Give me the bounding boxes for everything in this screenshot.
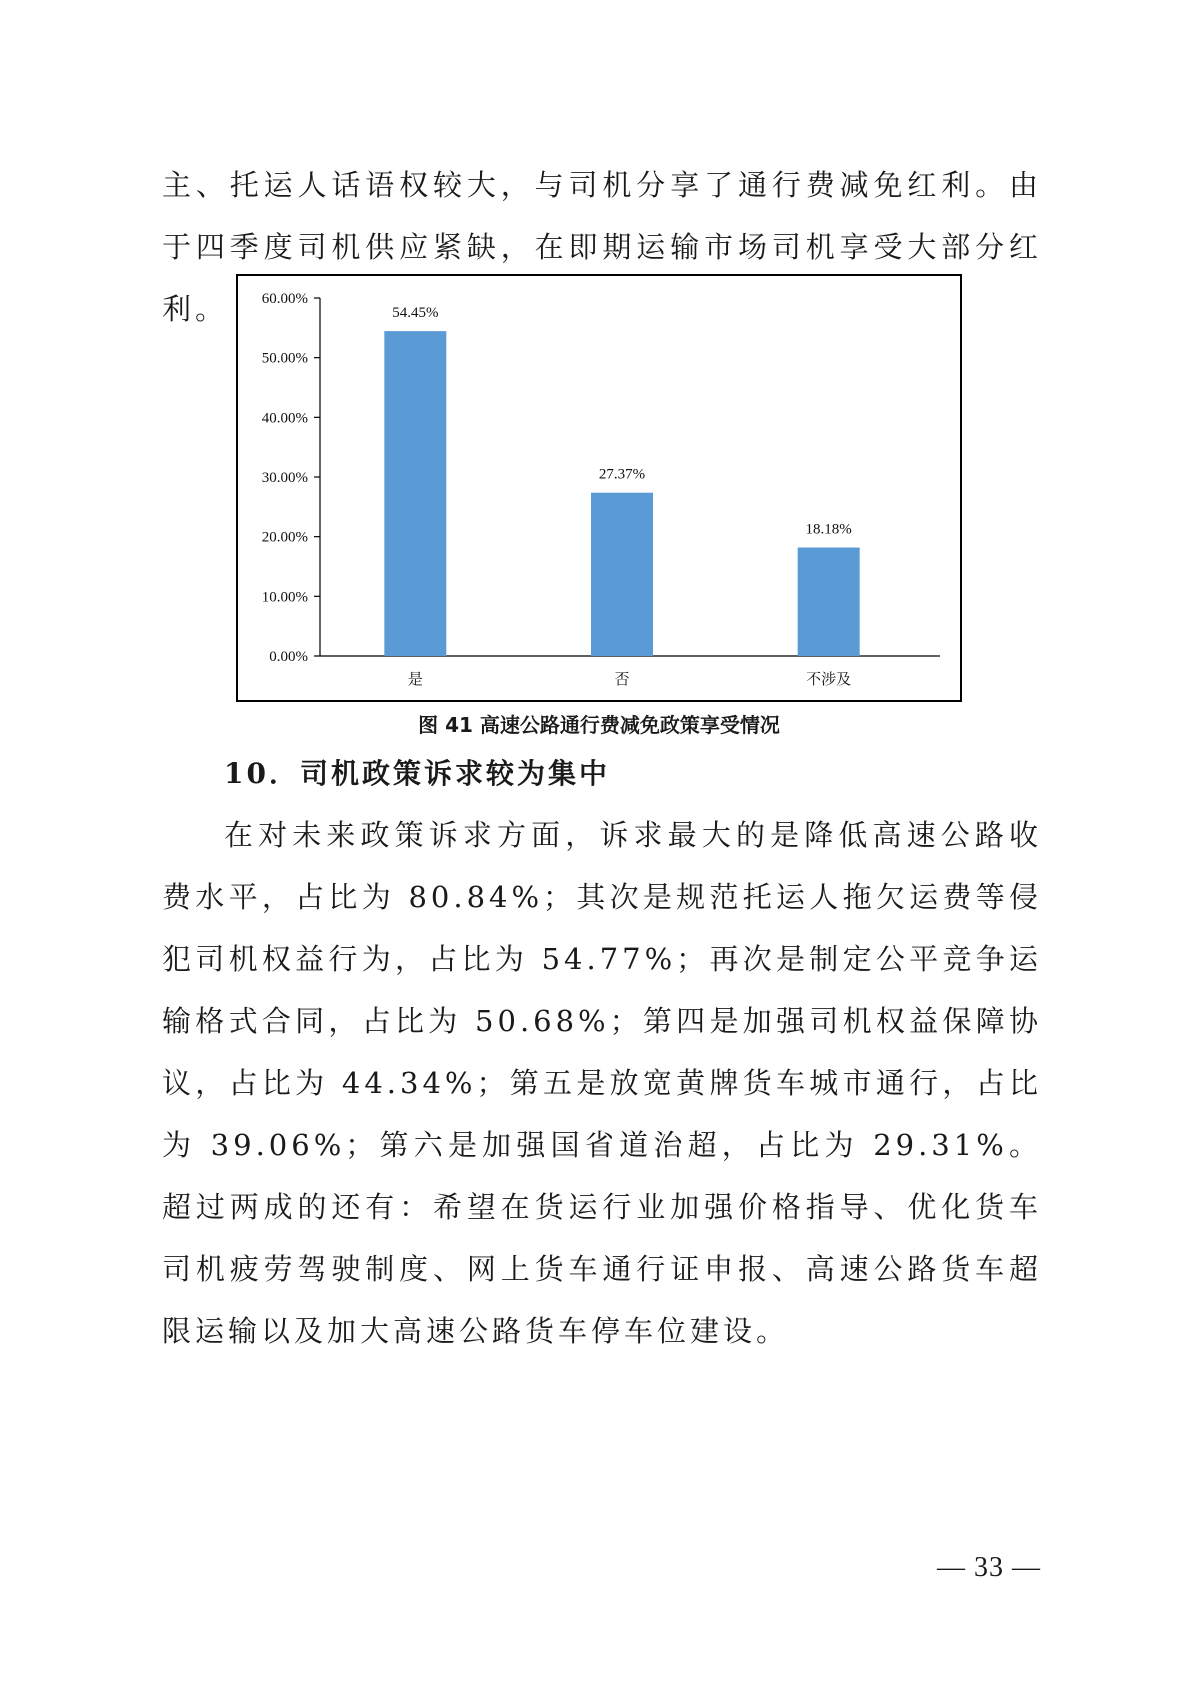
- bar-value-label: 27.37%: [598, 466, 646, 483]
- bar-chart-svg: [238, 276, 960, 700]
- bar: [591, 493, 653, 656]
- bar-value-label: 54.45%: [392, 305, 439, 322]
- y-tick-label: 30.00%: [261, 470, 308, 486]
- y-tick-label: 10.00%: [261, 589, 308, 606]
- bar: [798, 548, 860, 656]
- x-category-label: 是: [407, 670, 423, 688]
- bar: [384, 331, 446, 656]
- figure-caption: 图 41 高速公路通行费减免政策享受情况: [418, 713, 780, 737]
- y-tick-label: 40.00%: [261, 410, 308, 427]
- page-number: — 33 —: [937, 1552, 1041, 1583]
- y-tick-label: 60.00%: [261, 291, 308, 307]
- bar-chart: [236, 274, 962, 702]
- section-heading: 10．司机政策诉求较为集中: [224, 757, 610, 790]
- x-category-label: 否: [614, 670, 630, 688]
- body-paragraph-top: 主、托运人话语权较大，与司机分享了通行费减免红利。由于四季度司机供应紧缺，在即期运输市场司机享受大部分红利。: [162, 168, 1042, 326]
- body-paragraph-main: 在对未来政策诉求方面，诉求最大的是降低高速公路收费水平，占比为 80.84%；其次是规范托运人拖欠运费等侵犯司机权益行为，占比为 54.77%；再次是制定公平竞争运输格式合同，占比为 50.68%；第四是加强司机权益保障协议，占比为 44.34%；第五是放宽黄牌货车城市通行，占比为 39.06%；第六是加强国省道治超，占比为 29.31%。超过两成的还有：希望在货运行业加强价格指导、优化货车司机疲劳驾驶制度、网上货车通行证申报、高速公路货车超限运输以及加大高速公路货车停车位建设。: [162, 818, 1042, 1348]
- y-tick-label: 50.00%: [261, 350, 308, 367]
- y-tick-label: 20.00%: [261, 529, 308, 546]
- bar-value-label: 18.18%: [805, 521, 852, 538]
- y-tick-label: 0.00%: [269, 649, 308, 665]
- x-category-label: 不涉及: [806, 670, 852, 688]
